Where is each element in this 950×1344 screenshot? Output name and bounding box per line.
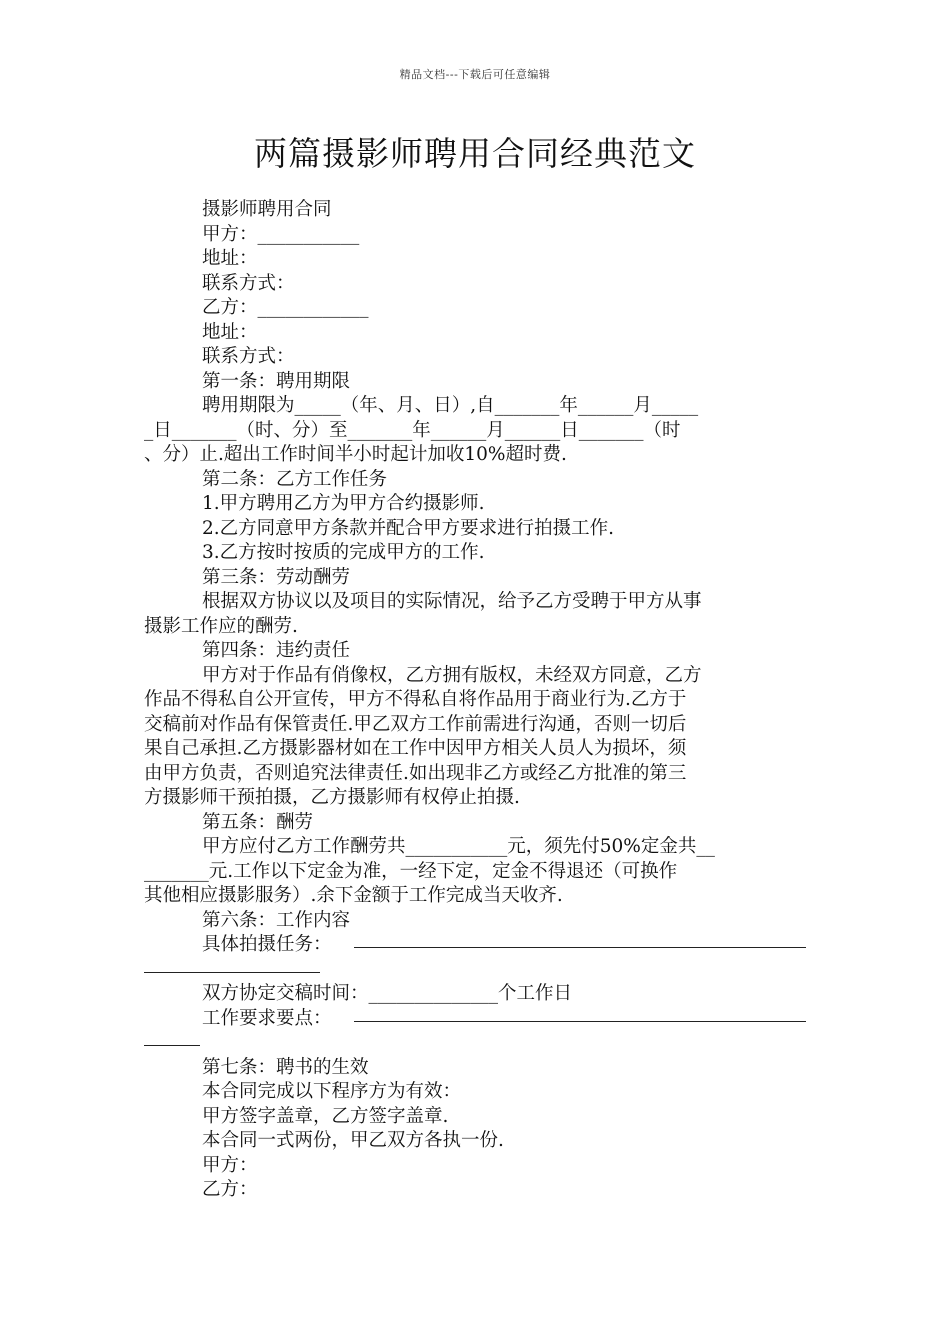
shooting-task-blank-2: [144, 972, 320, 973]
requirements-continuation: [144, 1031, 806, 1056]
article-2-heading: 第二条：乙方工作任务: [202, 468, 388, 490]
article-5-text-line: _______元.工作以下定金为准，一经下定，定金不得退还（可换作: [144, 860, 678, 882]
article-7-text-line: 本合同完成以下程序方为有效：: [202, 1081, 462, 1102]
article-4-text-line: 作品不得私自公开宣传，甲方不得私自将作品用于商业行为.乙方于: [144, 689, 687, 710]
article-3-heading: 第三条：劳动酬劳: [202, 566, 351, 588]
party-b-address-line: 地址：: [202, 321, 258, 343]
article-1-text-line: _日_______（时、分）至_______年______月______日_______（时: [144, 419, 681, 441]
article-7-heading: 第七条：聘书的生效: [202, 1056, 369, 1078]
article-4-text-line: 交稿前对作品有保管责任.甲乙双方工作前需进行沟通，否则一切后: [144, 713, 687, 735]
party-a-address-line: 地址：: [202, 248, 258, 269]
contract-body: [144, 198, 806, 1203]
requirements-label: 工作要求要点：: [144, 1007, 336, 1032]
shooting-task-label: 具体拍摄任务：: [144, 933, 336, 958]
article-2-item: 2.乙方同意甲方条款并配合甲方要求进行拍摄工作.: [202, 517, 615, 539]
article-1-heading: 第一条：聘用期限: [202, 370, 351, 392]
shooting-task-blank: [354, 947, 806, 948]
article-2-item: 3.乙方按时按质的完成甲方的工作.: [202, 542, 485, 563]
article-3-text-line: 摄影工作应的酬劳.: [144, 615, 298, 637]
shooting-task-continuation: [144, 958, 806, 983]
article-4-text-line: 方摄影师干预拍摄，乙方摄影师有权停止拍摄.: [144, 787, 520, 808]
party-a-contact-line: 联系方式：: [202, 272, 295, 294]
article-6-heading: 第六条：工作内容: [202, 909, 351, 931]
article-4-heading: 第四条：违约责任: [202, 640, 351, 661]
signature-party-a: 甲方：: [202, 1154, 258, 1176]
article-3-text-line: 根据双方协议以及项目的实际情况，给予乙方受聘于甲方从事: [202, 591, 702, 612]
page-title: 两篇摄影师聘用合同经典范文: [254, 134, 696, 173]
requirements-field: [144, 1007, 806, 1032]
article-4-text-line: 甲方对于作品有俏像权，乙方拥有版权，未经双方同意，乙方: [202, 664, 702, 686]
article-1-text-line: 、分）止.超出工作时间半小时起计加收10%超时费.: [144, 444, 567, 465]
article-4-text-line: 果自己承担.乙方摄影器材如在工作中因甲方相关人员人为损坏，须: [144, 738, 687, 759]
article-7-text-line: 本合同一式两份，甲乙双方各执一份.: [202, 1130, 504, 1151]
article-1-text-line: 聘用期限为_____（年、月、日）,自_______年______月_____: [202, 395, 699, 416]
article-5-text-line: 其他相应摄影服务）.余下金额于工作完成当天收齐.: [144, 885, 563, 906]
header-note: 精品文档---下载后可任意编辑: [399, 68, 551, 81]
article-5-heading: 第五条：酬劳: [202, 811, 314, 833]
shooting-task-field: [144, 933, 806, 958]
party-b-name-line: 乙方：____________: [202, 297, 369, 318]
requirements-blank: [354, 1021, 806, 1022]
party-b-contact-line: 联系方式：: [202, 346, 295, 367]
delivery-time-line: 双方协定交稿时间：______________个工作日: [202, 983, 573, 1004]
article-7-text-line: 甲方签字盖章，乙方签字盖章.: [202, 1105, 449, 1127]
party-a-name-line: 甲方：___________: [202, 223, 360, 245]
article-2-item: 1.甲方聘用乙方为甲方合约摄影师.: [202, 493, 485, 514]
article-4-text-line: 由甲方负责，否则追究法律责任.如出现非乙方或经乙方批准的第三: [144, 762, 687, 784]
requirements-blank-2: [144, 1045, 200, 1046]
signature-party-b: 乙方：: [202, 1179, 258, 1200]
contract-heading: 摄影师聘用合同: [202, 199, 332, 220]
article-5-text-line: 甲方应付乙方工作酬劳共___________元，须先付50%定金共__: [202, 836, 715, 857]
